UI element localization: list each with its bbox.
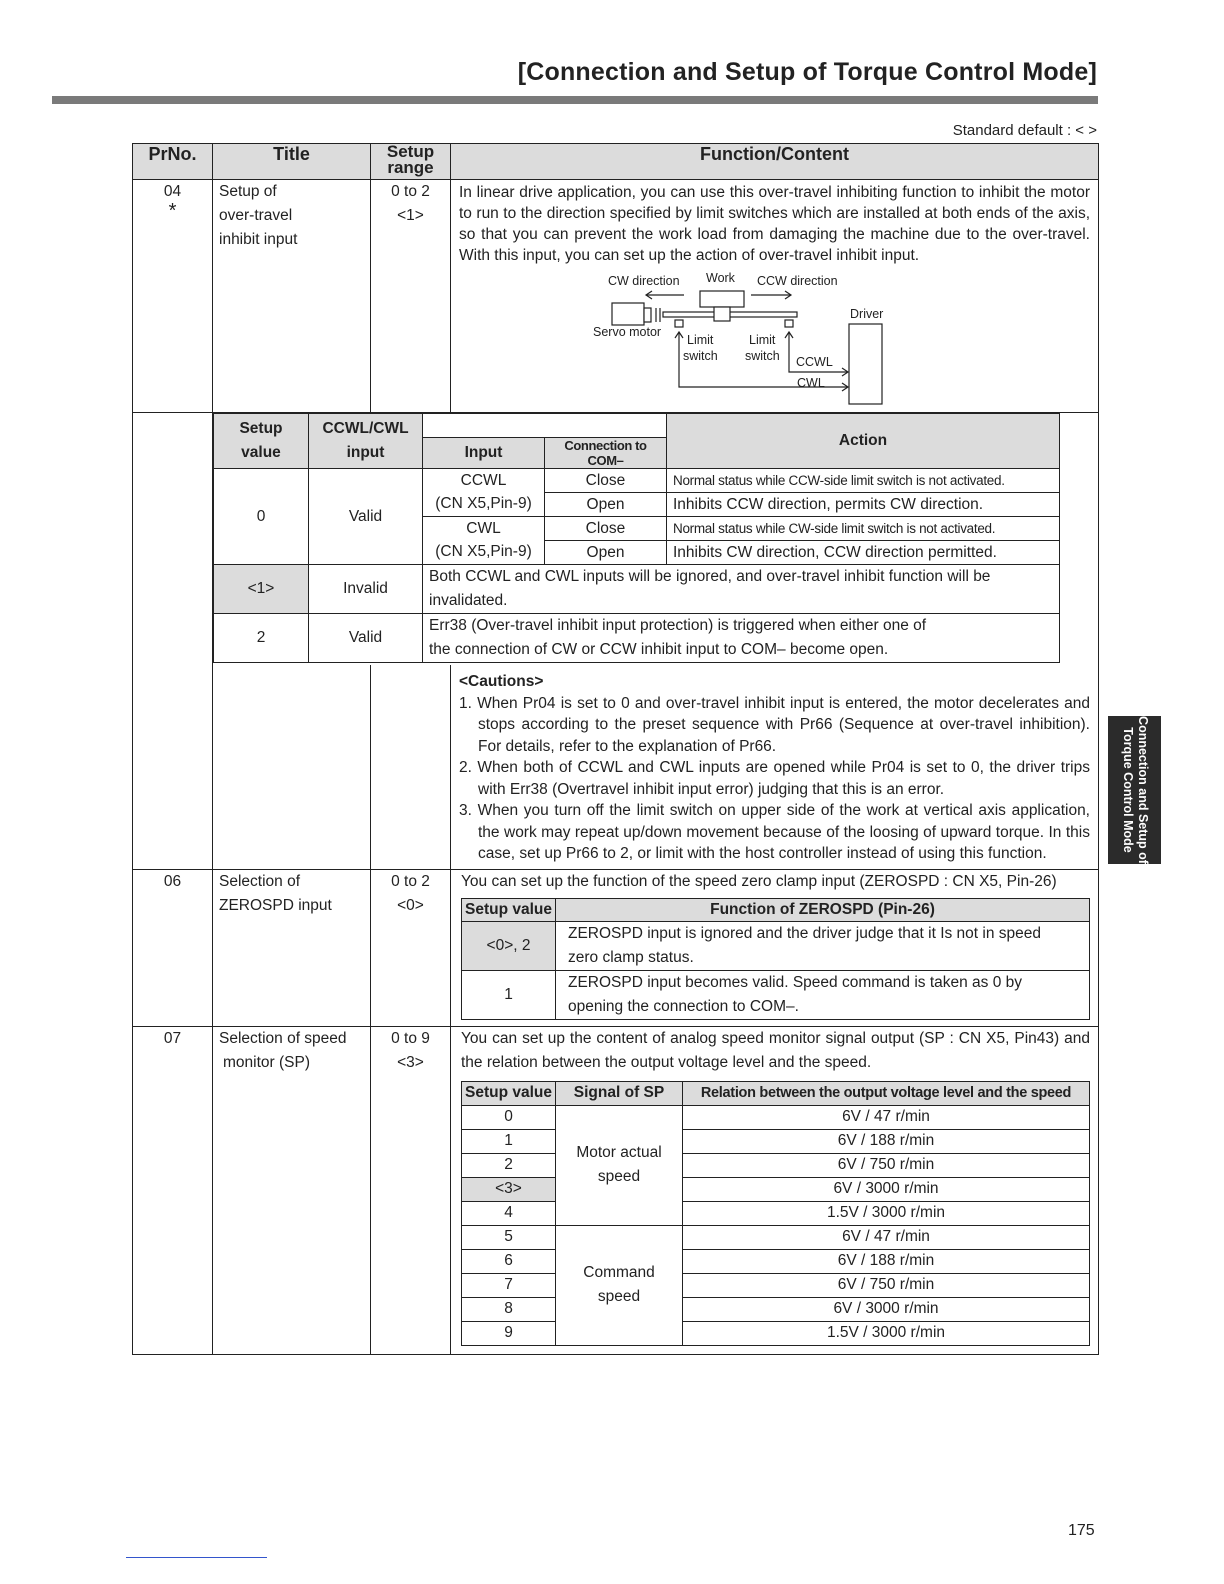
pr06-title-line1: Selection of — [219, 872, 300, 890]
sp-relation: 6V / 750 r/min — [683, 1273, 1090, 1297]
r2-action: Err38 (Over-travel inhibit input protection) is triggered when either one of the connection of CW or CCW inhibit input to COM– become open. — [423, 614, 1060, 663]
pr07-number: 07 — [133, 1026, 213, 1354]
limit-switch-1 — [675, 320, 683, 327]
pr07-range-text: 0 to 9 — [391, 1029, 430, 1047]
section-side-tab — [1108, 716, 1161, 864]
pr04-title — [213, 180, 371, 413]
pr07-default: <3> — [397, 1053, 424, 1071]
h-setup-value — [214, 414, 309, 469]
diagram-ccw-direction: CCW direction — [757, 274, 838, 288]
pr06-number: 06 — [133, 869, 213, 1026]
speed-monitor-table — [461, 1081, 1090, 1346]
cautions-title: <Cautions> — [459, 673, 544, 690]
sp-group-motor — [556, 1105, 683, 1225]
zerospd-h-setup: Setup value — [462, 898, 556, 921]
pr04-action-table — [213, 413, 1060, 663]
h-input: Input — [423, 438, 545, 469]
table-row-pr04-cautions — [133, 665, 1099, 869]
standard-default-note: Standard default : < > — [952, 122, 1097, 139]
header-rule — [52, 96, 1098, 104]
h-setup-line1: Setup — [239, 420, 283, 437]
sp-h-relation: Relation between the output voltage level and the speed — [683, 1081, 1090, 1105]
r0-close-2: Close — [545, 517, 667, 541]
diagram-switch-2: switch — [745, 349, 780, 363]
pr06-content — [451, 869, 1099, 1026]
r2-input: Valid — [309, 614, 423, 663]
zerospd-r1-text: ZEROSPD input is ignored and the driver judge that it Is not in speed zero clamp status. — [556, 921, 1090, 970]
sp-relation: 6V / 188 r/min — [683, 1129, 1090, 1153]
sp-value: 2 — [462, 1153, 556, 1177]
diagram-limit-2: Limit — [749, 333, 776, 347]
sp-value: 5 — [462, 1225, 556, 1249]
diagram-driver: Driver — [850, 307, 884, 321]
diagram-ccwl: CCWL — [796, 355, 833, 369]
zerospd-h-func: Function of ZEROSPD (Pin-26) — [556, 898, 1090, 921]
pr04-content — [451, 180, 1099, 413]
sp-value: 4 — [462, 1201, 556, 1225]
r0-action-2: Inhibits CCW direction, permits CW direction. — [667, 493, 1060, 517]
over-travel-diagram — [451, 270, 1097, 412]
sp-value: 6 — [462, 1249, 556, 1273]
header-setup-range — [371, 144, 451, 180]
sp-value: 0 — [462, 1105, 556, 1129]
pr04-default: <1> — [397, 207, 424, 224]
sp-value: 1 — [462, 1129, 556, 1153]
sp-relation: 6V / 3000 r/min — [683, 1297, 1090, 1321]
r0-valid: Valid — [309, 469, 423, 565]
diagram-servo-motor: Servo motor — [593, 325, 662, 339]
pr07-title-line1: Selection of speed — [219, 1029, 347, 1047]
diagram-work: Work — [706, 271, 735, 285]
sp-relation: 6V / 47 r/min — [683, 1225, 1090, 1249]
sp-relation: 6V / 47 r/min — [683, 1105, 1090, 1129]
r0-setup-value: 0 — [214, 469, 309, 565]
r0-close-1: Close — [545, 469, 667, 493]
table-row-pr04 — [133, 180, 1099, 413]
sp-value: 8 — [462, 1297, 556, 1321]
sp-h-setup: Setup value — [462, 1081, 556, 1105]
zerospd-r2-text: ZEROSPD input becomes valid. Speed command is taken as 0 by opening the connection to COM–. — [556, 970, 1090, 1019]
h-ccwl-line2: input — [346, 444, 385, 461]
pr07-title-line2: monitor (SP) — [223, 1053, 310, 1071]
r1-action: Both CCWL and CWL inputs will be ignored, and over-travel inhibit function will be invalidated. — [423, 565, 1060, 614]
pr04-action-cell — [213, 413, 1099, 666]
diagram-limit-1: Limit — [687, 333, 714, 347]
h-connection: Connection to COM– — [545, 438, 667, 469]
sp-group-command-l2: speed — [597, 1288, 641, 1305]
sp-value: <3> — [462, 1177, 556, 1201]
header-setup-line2: range — [387, 158, 434, 177]
pr06-title-line2: ZEROSPD input — [219, 896, 332, 914]
parameter-table — [132, 143, 1099, 1355]
sp-relation: 6V / 188 r/min — [683, 1249, 1090, 1273]
caution-1: 1. When Pr04 is set to 0 and over-travel inhibit input is entered, the motor decelerates and stops according to the preset sequence with Pr66 (Sequence at over-travel inhibition). For details, refer to the explanation of Pr66. — [459, 694, 1090, 755]
pr04-star: * — [168, 200, 177, 222]
pr04-cautions — [451, 665, 1099, 869]
sp-h-signal: Signal of SP — [556, 1081, 683, 1105]
pr04-number — [133, 180, 213, 413]
sp-group-command — [556, 1225, 683, 1345]
side-tab-line2: Torque Control Mode — [1120, 727, 1135, 853]
sp-relation: 6V / 750 r/min — [683, 1153, 1090, 1177]
r0-open-2: Open — [545, 541, 667, 565]
driver-box — [849, 324, 882, 404]
header-prno: PrNo. — [133, 144, 213, 180]
r0-cwl-pin: (CN X5,Pin-9) — [423, 541, 545, 565]
table-row-pr06 — [133, 869, 1099, 1026]
pr06-range — [371, 869, 451, 1026]
sp-group-motor-l1: Motor actual — [576, 1144, 662, 1161]
pr07-range — [371, 1026, 451, 1354]
header-title: Title — [213, 144, 371, 180]
r2-setup-value: 2 — [214, 614, 309, 663]
header-setup-line1: Setup — [386, 142, 435, 161]
r0-action-1: Normal status while CCW-side limit switch is not activated. — [667, 469, 1060, 493]
sp-relation: 1.5V / 3000 r/min — [683, 1201, 1090, 1225]
page-title: [Connection and Setup of Torque Control Mode] — [517, 58, 1097, 86]
r0-action-3: Normal status while CW-side limit switch is not activated. — [667, 517, 1060, 541]
pr06-range-text: 0 to 2 — [391, 872, 430, 890]
h-action: Action — [667, 414, 1060, 469]
limit-switch-2 — [785, 320, 793, 327]
pr04-title-line2: over-travel — [219, 207, 293, 224]
h-ccwl-line1: CCWL/CWL — [322, 420, 409, 437]
page-number: 175 — [1068, 1522, 1095, 1539]
pr04-range — [371, 180, 451, 413]
header-function: Function/Content — [451, 144, 1099, 180]
sp-group-command-l1: Command — [583, 1264, 655, 1281]
work-block — [700, 291, 744, 307]
pr04-description: In linear drive application, you can use this over-travel inhibiting function to inhibit the motor to run to the direction specified by limit switches which are installed at both ends of the axis, so that you can prevent the work load from damaging the machine due to the over-travel. With this input, you can set up the action of over-travel inhibit input. — [459, 184, 1090, 264]
pr06-default: <0> — [397, 896, 424, 914]
sp-relation: 1.5V / 3000 r/min — [683, 1321, 1090, 1345]
parameter-table-header — [133, 144, 1099, 180]
sp-relation: 6V / 3000 r/min — [683, 1177, 1090, 1201]
pr04-title-line3: inhibit input — [219, 231, 298, 248]
r0-open-1: Open — [545, 493, 667, 517]
pr04-no-text: 04 — [163, 183, 182, 200]
sp-value: 7 — [462, 1273, 556, 1297]
pr07-title — [213, 1026, 371, 1354]
r1-setup-value: <1> — [214, 565, 309, 614]
pr07-content — [451, 1026, 1099, 1354]
pr06-description: You can set up the function of the speed zero clamp input (ZEROSPD : CN X5, Pin-26) — [461, 872, 1057, 890]
h-setup-line2: value — [241, 444, 281, 461]
r1-input: Invalid — [309, 565, 423, 614]
pr04-title-line1: Setup of — [219, 183, 277, 200]
r0-action-4: Inhibits CW direction, CCW direction permitted. — [667, 541, 1060, 565]
zerospd-r2-value: 1 — [462, 970, 556, 1019]
r0-ccwl-pin: (CN X5,Pin-9) — [423, 493, 545, 517]
h-ccwl-input — [309, 414, 423, 469]
servo-motor-body — [612, 303, 644, 325]
pr06-title — [213, 869, 371, 1026]
zerospd-table — [461, 898, 1090, 1020]
caution-2: 2. When both of CCWL and CWL inputs are opened while Pr04 is set to 0, the driver trips with Err38 (Overtravel inhibit input error) judging that this is an error. — [459, 759, 1090, 798]
caution-3: 3. When you turn off the limit switch on upper side of the work at vertical axis application, the work may repeat up/down movement because of the loosing of upward torque. In this case, set up Pr66 to 2, or limit with the host controller instead of using this function. — [459, 802, 1090, 862]
sp-value: 9 — [462, 1321, 556, 1345]
cautions-list — [459, 693, 1090, 865]
pr04-range-text: 0 to 2 — [391, 183, 430, 200]
side-tab-line1: Connection and Setup of — [1135, 716, 1150, 864]
zerospd-r1-value: <0>, 2 — [462, 921, 556, 970]
r0-ccwl: CCWL — [423, 469, 545, 493]
diagram-cwl: CWL — [797, 376, 825, 390]
diagram-switch-1: switch — [683, 349, 718, 363]
footer-link-line — [126, 1557, 267, 1558]
sp-group-motor-l2: speed — [597, 1168, 641, 1185]
table-row-pr07 — [133, 1026, 1099, 1354]
r0-cwl: CWL — [423, 517, 545, 541]
table-row-pr04-actions — [133, 413, 1099, 666]
pr07-description: You can set up the content of analog speed monitor signal output (SP : CN X5, Pin43) and the relation between the output voltage level and the speed. — [461, 1029, 1090, 1071]
diagram-cw-direction: CW direction — [608, 274, 680, 288]
